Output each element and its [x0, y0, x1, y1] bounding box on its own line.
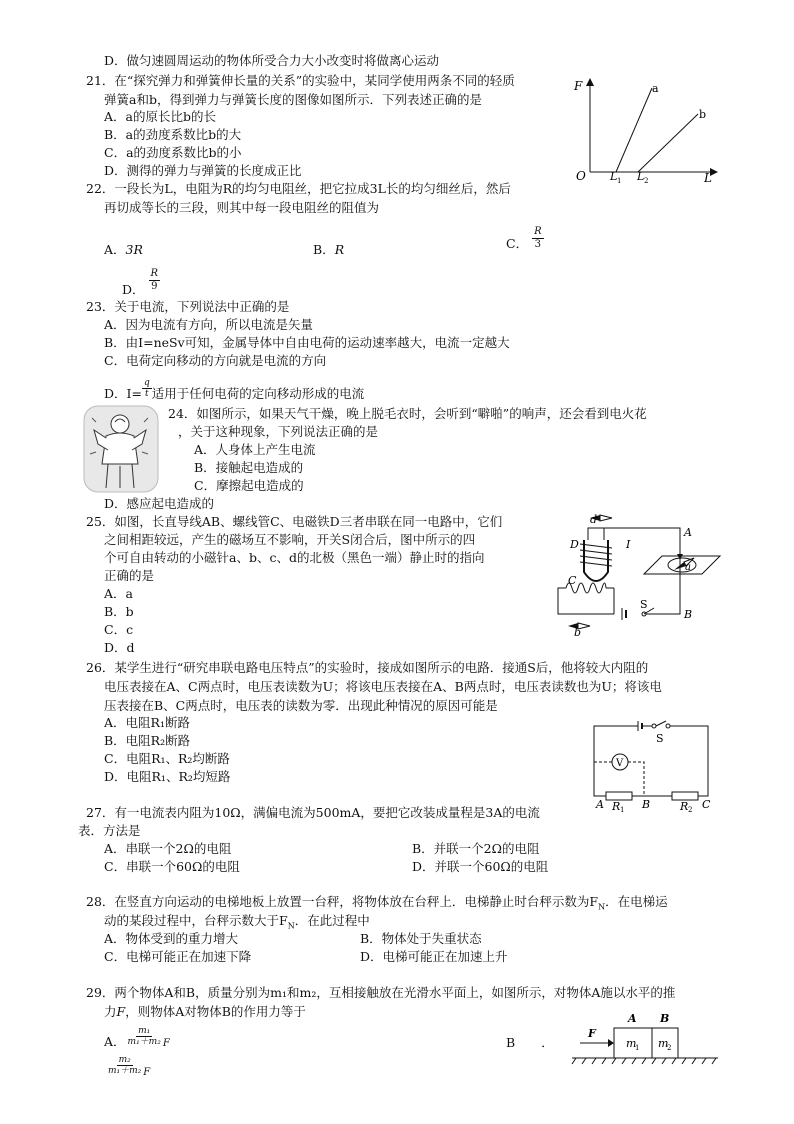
graph-l1-sub: 1	[617, 177, 622, 184]
graph-line-b-label: b	[699, 108, 707, 121]
fig25-S-label: S	[640, 598, 648, 611]
q28-stem2-end: ．在此过程中	[294, 913, 370, 928]
q22-option-a-value: 3R	[125, 242, 143, 257]
fig26-S-label: S	[656, 732, 664, 745]
q29-extra-fraction	[106, 1055, 150, 1076]
fig29-m2-label: m	[658, 1037, 669, 1050]
q28-stem2-subscript: N	[287, 921, 295, 931]
q29-stem2-b: ，则物体A对物体B的作用力等于	[125, 1004, 306, 1019]
q24-stem-line1: 24．如图所示，如果天气干燥，晚上脱毛衣时，会听到“噼啪”的响声，还会看到电火花	[168, 406, 647, 421]
two-blocks-push-figure	[570, 1010, 720, 1066]
q26-option-c: C．电阻R₁、R₂均断路	[104, 751, 230, 766]
electromagnet-circuit-figure	[544, 510, 724, 636]
q29-extra-numerator: m₂	[118, 1055, 131, 1065]
q26-option-a: A．电阻R₁断路	[104, 715, 190, 730]
q26-option-b: B．电阻R₂断路	[104, 733, 191, 748]
q28-stem2-text: 动的某段过程中，台秤示数大于F	[104, 913, 288, 928]
q23-option-b: B．由I=neSv可知，金属导体中自由电荷的运动速率越大，电流一定越大	[104, 335, 510, 350]
fig25-b-label: b	[574, 626, 582, 636]
q28-option-b: B．物体处于失重状态	[360, 931, 482, 946]
q22-stem-line2: 再切成等长的三段，则其中每一段电阻丝的阻值为	[104, 200, 380, 215]
q26-stem-line2: 电压表接在A、C两点时，电压表读数为U；将该电压表接在A、B两点时，电压表读数也为U；将该电	[104, 679, 662, 694]
fig26-B-label: B	[642, 798, 651, 811]
fig29-m1-label: m	[626, 1037, 637, 1050]
q27-stem-line1: 27．有一电流表内阻为10Ω，满偏电流为500mA，要把它改装成量程是3A的电流	[86, 805, 540, 820]
graph-l2-label: L	[637, 170, 645, 183]
q27-option-d: D．并联一个60Ω的电阻	[412, 859, 549, 874]
person-taking-off-sweater-illustration	[82, 404, 160, 494]
fig26-C-label: C	[702, 798, 711, 811]
q25-option-d: D．d	[104, 640, 135, 655]
q20-option-d: D．做匀速圆周运动的物体所受合力大小改变时将做离心运动	[104, 53, 440, 68]
q29-stem2-force: F	[116, 1004, 126, 1019]
graph-l2-sub: 2	[644, 177, 649, 184]
graph-origin-label: O	[576, 169, 586, 183]
q25-option-b: B．b	[104, 604, 134, 619]
fig29-m2-sub: 2	[667, 1044, 672, 1052]
q29-option-a-fraction	[126, 1026, 163, 1047]
fig26-R1-label: R	[612, 800, 621, 812]
fig26-R1-sub: 1	[620, 806, 625, 812]
q21-option-b: B．a的劲度系数比b的大	[104, 127, 242, 142]
q28-stem1-text: 28．在竖直方向运动的电梯地板上放置一台秤，将物体放在台秤上．电梯静止时台秤示数为F	[86, 894, 599, 909]
fig25-current-label: I	[626, 538, 631, 551]
q28-option-a: A．物体受到的重力增大	[104, 931, 239, 946]
q28-option-d: D．电梯可能正在加速上升	[360, 949, 508, 964]
q29-option-b-dot: ．	[541, 1035, 554, 1050]
q22-option-d-denominator: 9	[151, 281, 158, 292]
q28-stem1-subscript: N	[598, 902, 606, 912]
q29-option-a-numerator: m₁	[138, 1026, 151, 1036]
q21-option-a: A．a的原长比b的长	[104, 109, 216, 124]
q22-stem-line1: 22．一段长为L，电阻为R的均匀电阻丝，把它拉成3L长的均匀细丝后，然后	[86, 181, 511, 196]
q22-option-a-label: A．	[104, 242, 126, 257]
q21-stem-line1: 21．在“探究弹力和弹簧伸长量的关系”的实验中，某同学使用两条不同的轻质	[86, 73, 515, 88]
fig29-F-label: F	[588, 1027, 596, 1040]
q29-option-b	[506, 1034, 554, 1052]
q29-option-a	[104, 1026, 170, 1047]
fig26-A-label: A	[596, 798, 604, 811]
q21-option-c: C．a的劲度系数比b的小	[104, 145, 242, 160]
q22-option-d	[122, 268, 160, 297]
fig25-d-label: d	[590, 513, 598, 526]
fig25-a-label: a	[685, 562, 691, 573]
q25-option-a: A．a	[104, 586, 133, 601]
graph-f-label: F	[574, 79, 583, 93]
q23-option-a: A．因为电流有方向，所以电流是矢量	[104, 317, 314, 332]
q27-option-c: C．串联一个60Ω的电阻	[104, 859, 240, 874]
q25-option-c: C．c	[104, 622, 134, 637]
q29-extra-denominator: m₁＋m₂	[108, 1066, 142, 1076]
q24-stem-line2: ，关于这种现象，下列说法正确的是	[178, 424, 379, 439]
fig25-C-label: C	[568, 574, 577, 587]
fig26-R2-label: R	[680, 800, 689, 812]
q23-option-c: C．电荷定向移动的方向就是电流的方向	[104, 353, 327, 368]
q29-stem-line2	[104, 1003, 306, 1021]
fig29-B-label: B	[660, 1012, 670, 1025]
q23-option-d-fraction	[142, 378, 152, 399]
q29-stem2-a: 力	[104, 1004, 117, 1019]
q23-option-d-numerator: q	[143, 378, 150, 388]
q29-option-a-label: A．	[104, 1034, 126, 1049]
fig29-A-label: A	[628, 1012, 637, 1025]
q25-stem-line4: 正确的是	[104, 568, 155, 583]
q28-option-c: C．电梯可能正在加速下降	[104, 949, 252, 964]
fig25-B-label: B	[684, 608, 693, 621]
q29-extra-force: F	[143, 1067, 151, 1078]
q21-option-d: D．测得的弹力与弹簧的长度成正比	[104, 163, 302, 178]
q29-extra-fraction-body	[106, 1055, 143, 1076]
q29-option-b-label: B	[506, 1035, 516, 1050]
q22-option-b-label: B．	[313, 242, 335, 257]
q23-option-d-suffix: 适用于任何电荷的定向移动形成的电流	[151, 386, 365, 401]
q25-stem-line1: 25．如图，长直导线AB、螺线管C、电磁铁D三者串联在同一电路中，它们	[86, 514, 503, 529]
q22-option-b-value: R	[334, 242, 345, 257]
q23-option-d-denominator: t	[145, 389, 149, 399]
q23-option-d-prefix: D．I=	[104, 386, 142, 401]
q29-option-a-force: F	[162, 1038, 170, 1049]
spring-force-length-graph	[568, 72, 718, 184]
q24-option-a: A．人身体上产生电流	[194, 442, 316, 457]
q26-stem-line1: 26．某学生进行“研究串联电路电压特点”的实验时，接成如图所示的电路．接通S后，他将较大内阻的	[86, 660, 649, 675]
q29-option-a-denominator: m₁＋m₂	[127, 1037, 161, 1047]
fig29-m1-sub: 1	[635, 1044, 640, 1052]
fig25-D-label: D	[570, 538, 579, 551]
q22-option-c-denominator: 3	[534, 239, 542, 250]
q25-stem-line2: 之间相距较远，产生的磁场互不影响，开关S闭合后，图中所示的四	[104, 532, 476, 547]
q27-option-a: A．串联一个2Ω的电阻	[104, 841, 232, 856]
q22-option-d-fraction	[149, 268, 161, 293]
q21-stem-line2: 弹簧a和b，得到弹力与弹簧长度的图像如图所示．下列表述正确的是	[104, 92, 482, 107]
q23-option-d	[104, 378, 365, 405]
q26-stem-line3: 压表接在B、C两点时，电压表的读数为零．出现此种情况的原因可能是	[104, 698, 498, 713]
q24-option-d: D．感应起电造成的	[104, 496, 215, 511]
q22-option-c-fraction	[532, 226, 544, 251]
q29-stem-line1: 29．两个物体A和B，质量分别为m₁和m₂，互相接触放在光滑水平面上，如图所示，对物体A施以水平的推	[86, 985, 676, 1000]
q22-option-c-numerator: R	[534, 226, 542, 237]
q28-stem1-end: ．在电梯运	[605, 894, 668, 909]
graph-line-a-label: a	[652, 82, 659, 95]
series-circuit-figure	[588, 718, 714, 812]
q22-option-c	[506, 226, 544, 257]
graph-l1-label: L	[610, 170, 618, 183]
q27-stem-line2: 表．方法是	[78, 823, 141, 838]
q26-option-d: D．电阻R₁、R₂均短路	[104, 769, 231, 784]
q23-stem: 23．关于电流，下列说法中正确的是	[86, 299, 290, 314]
q25-stem-line3: 个可自由转动的小磁针a、b、c、d的北极（黑色一端）静止时的指向	[104, 550, 485, 565]
q22-option-b	[313, 241, 344, 259]
q22-option-c-label: C．	[506, 236, 529, 251]
q22-option-a	[104, 241, 143, 259]
q27-option-b: B．并联一个2Ω的电阻	[412, 841, 540, 856]
q22-option-d-numerator: R	[150, 268, 159, 279]
fig26-R2-sub: 2	[688, 806, 693, 812]
graph-l-label: L	[704, 171, 712, 184]
q24-option-b: B．接触起电造成的	[194, 460, 304, 475]
q22-option-d-label: D．	[122, 282, 145, 297]
fig26-voltmeter-label: V	[616, 758, 624, 769]
q24-option-c: C．摩擦起电造成的	[194, 478, 304, 493]
fig25-A-label: A	[684, 526, 692, 539]
